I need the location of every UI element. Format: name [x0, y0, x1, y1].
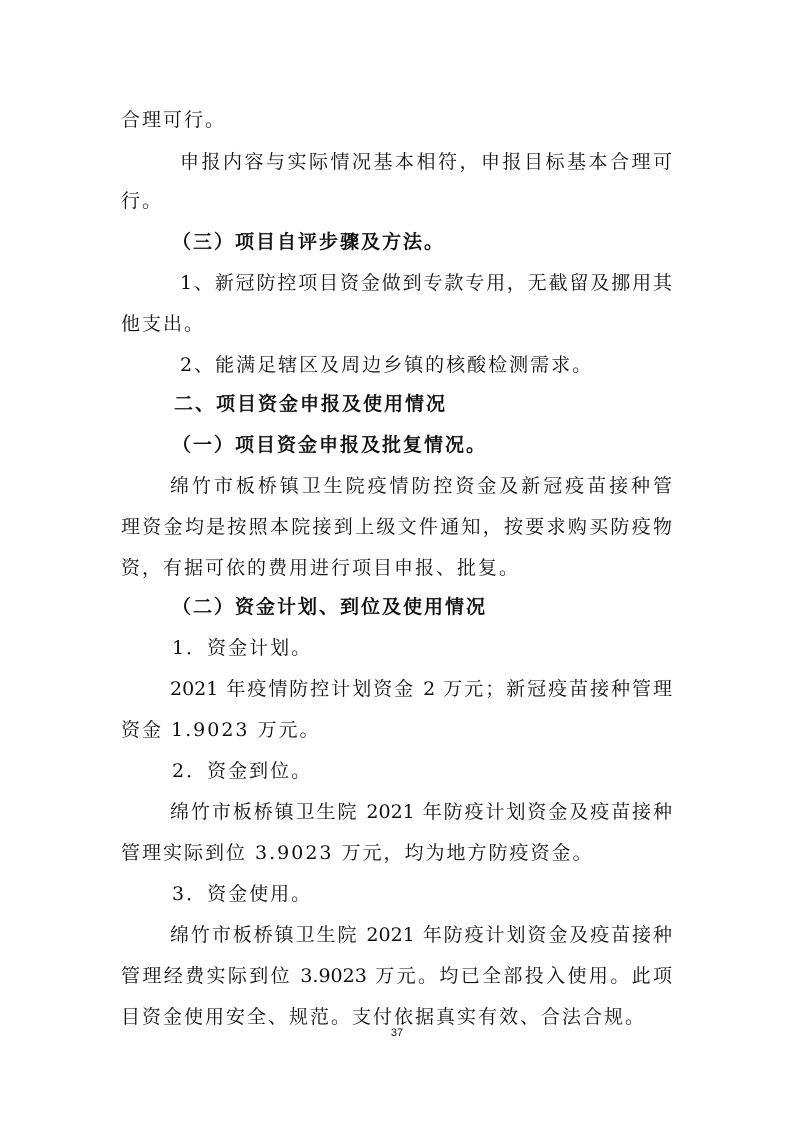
paragraph-line: 申报内容与实际情况基本相符，申报目标基本合理可	[180, 151, 672, 173]
paragraph-line: 绵竹市板桥镇卫生院疫情防控资金及新冠疫苗接种管	[170, 475, 672, 497]
section-heading: （三）项目自评步骤及方法。	[172, 231, 446, 253]
paragraph-line: 管理实际到位 3.9023 万元，均为地方防疫资金。	[121, 842, 594, 864]
paragraph-line: 绵竹市板桥镇卫生院 2021 年防疫计划资金及疫苗接种	[170, 924, 672, 946]
list-item: 3．资金使用。	[172, 883, 313, 905]
paragraph-line: 管理经费实际到位 3.9023 万元。均已全部投入使用。此项	[121, 965, 672, 987]
paragraph-line: 行。	[121, 190, 164, 212]
paragraph-line: 理资金均是按照本院接到上级文件通知，按要求购买防疫物	[121, 516, 672, 538]
paragraph-line: 1、新冠防控项目资金做到专款专用，无截留及挪用其	[180, 272, 672, 294]
paragraph-line: 合理可行。	[121, 109, 227, 131]
paragraph-line: 资金 1.9023 万元。	[121, 719, 321, 741]
paragraph-line: 2、能满足辖区及周边乡镇的核酸检测需求。	[180, 354, 594, 376]
paragraph-line: 资，有据可依的费用进行项目申报、批复。	[121, 557, 521, 579]
section-heading: （二）资金计划、到位及使用情况	[172, 596, 488, 618]
paragraph-line: 他支出。	[121, 313, 206, 335]
list-item: 2．资金到位。	[172, 760, 313, 782]
paragraph-line: 2021 年疫情防控计划资金 2 万元；新冠疫苗接种管理	[170, 678, 672, 700]
page-number: 37	[390, 1027, 404, 1039]
paragraph-line: 目资金使用安全、规范。支付依据真实有效、合法合规。	[121, 1006, 647, 1028]
list-item: 1．资金计划。	[172, 637, 313, 659]
chapter-heading: 二、项目资金申报及使用情况	[174, 393, 448, 415]
paragraph-line: 绵竹市板桥镇卫生院 2021 年防疫计划资金及疫苗接种	[170, 801, 672, 823]
section-heading: （一）项目资金申报及批复情况。	[172, 434, 488, 456]
